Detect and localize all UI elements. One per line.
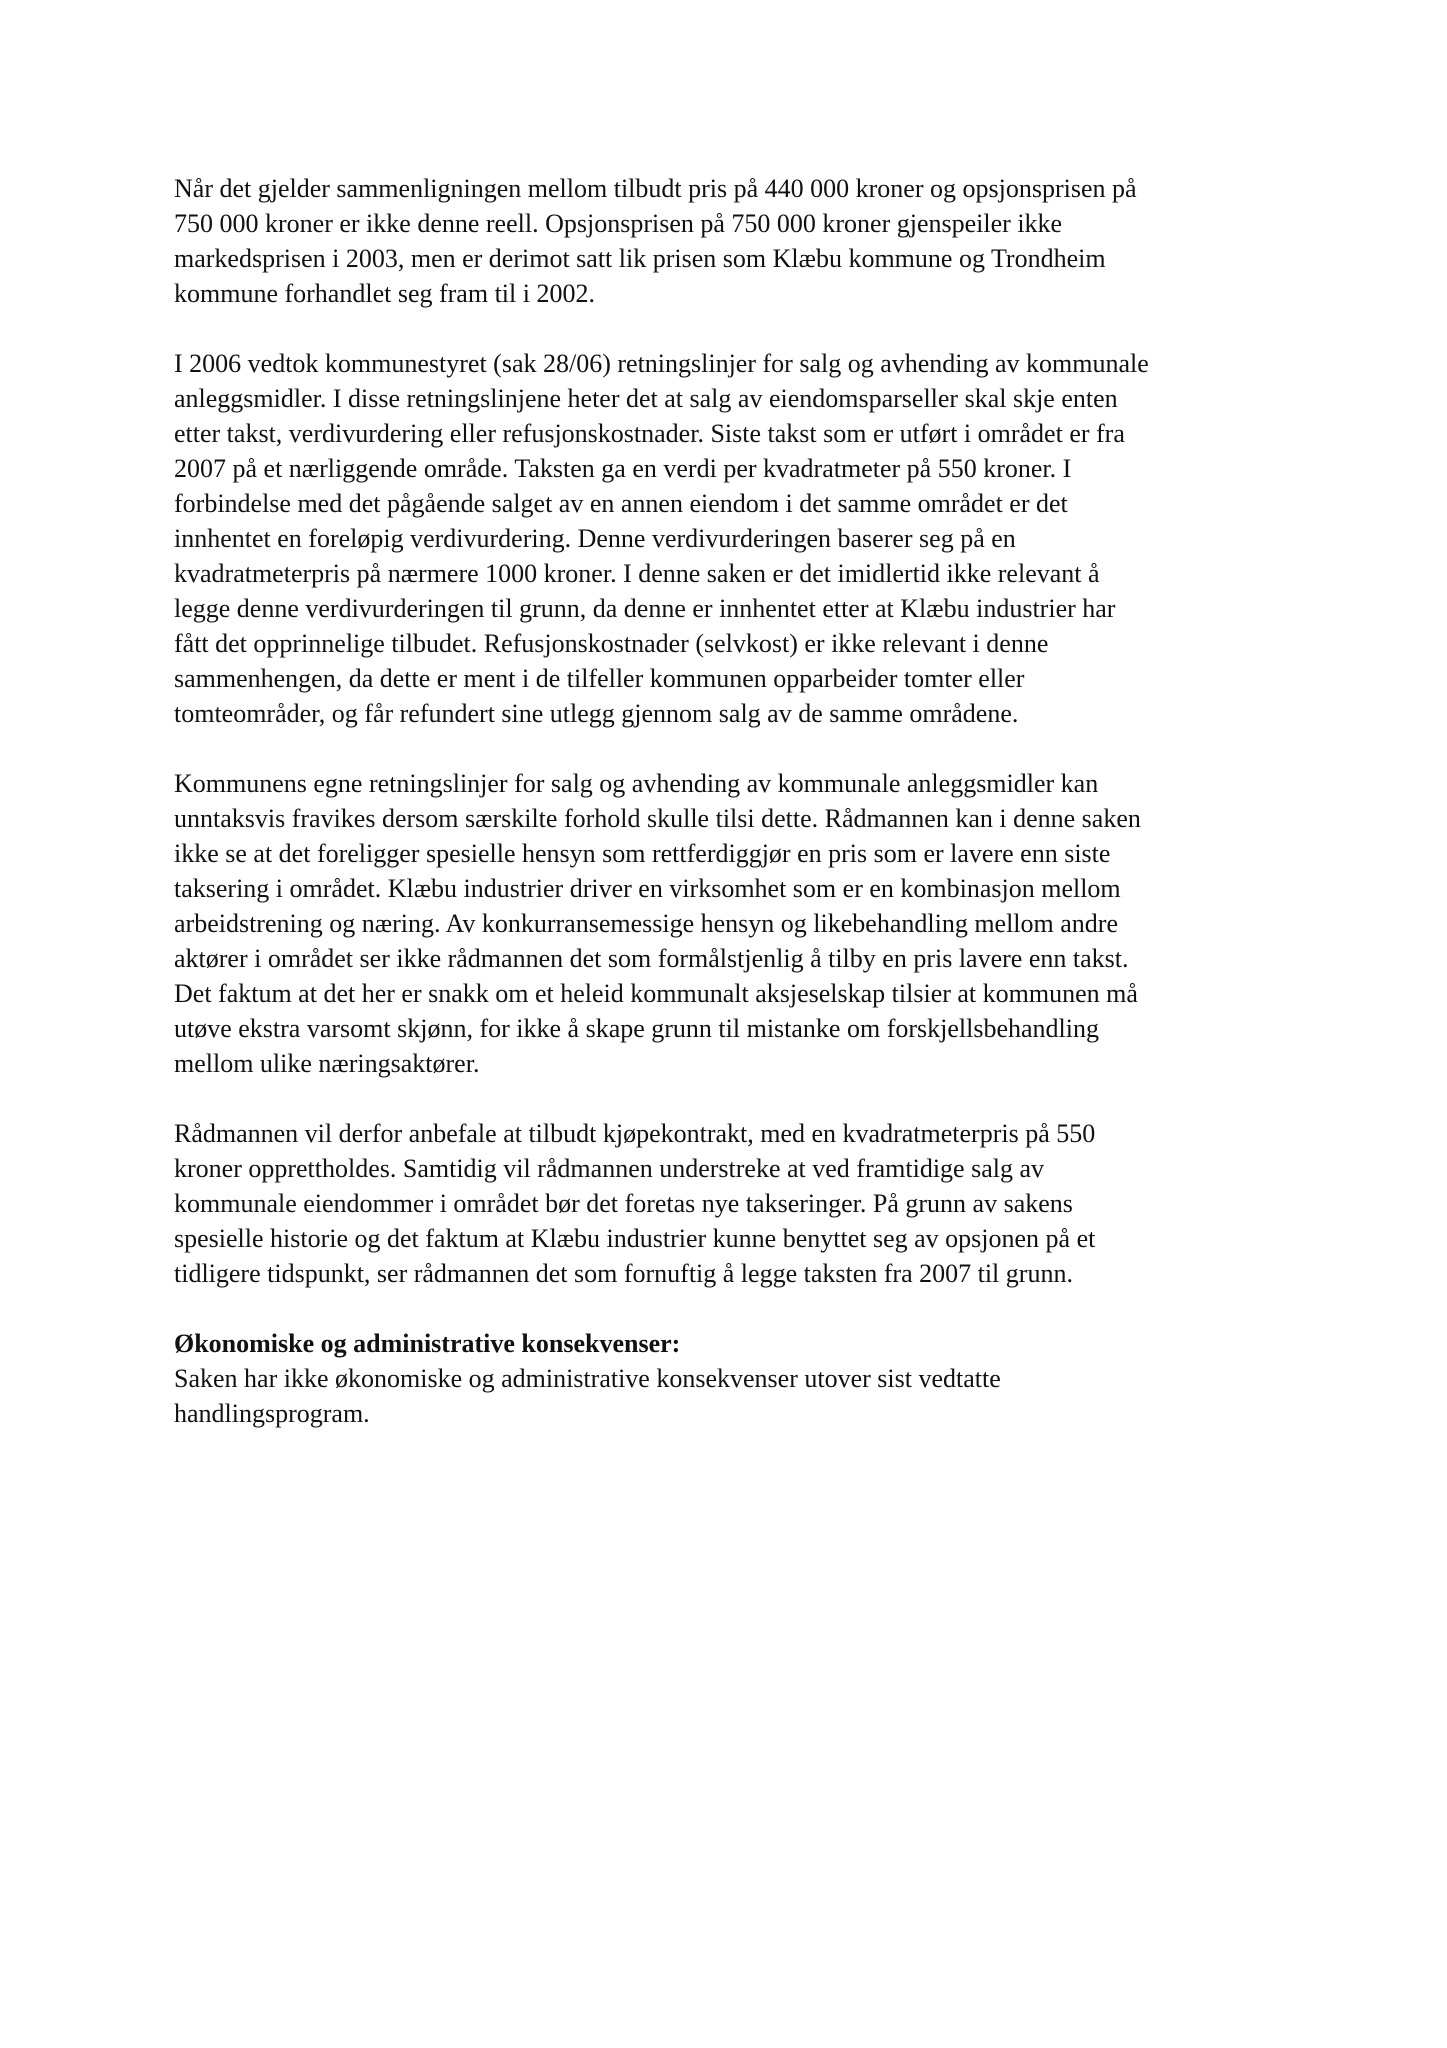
section-consequences <box>174 1326 1294 1431</box>
section-body <box>174 1361 1294 1431</box>
text-line: arbeidstrening og næring. Av konkurransemessige hensyn og likebehandling mellom andre <box>174 909 1118 938</box>
document-body <box>174 171 1294 1431</box>
paragraph-option-price <box>174 171 1294 311</box>
text-line: utøve ekstra varsomt skjønn, for ikke å skape grunn til mistanke om forskjellsbehandling <box>174 1014 1099 1043</box>
text-line: 750 000 kroner er ikke denne reell. Opsjonsprisen på 750 000 kroner gjenspeiler ikke <box>174 209 1063 238</box>
text-line: aktører i området ser ikke rådmannen det som formålstjenlig å tilby en pris lavere enn takst. <box>174 944 1129 973</box>
text-line: fått det opprinnelige tilbudet. Refusjonskostnader (selvkost) er ikke relevant i denne <box>174 629 1049 658</box>
section-heading: Økonomiske og administrative konsekvenser: <box>174 1329 681 1358</box>
text-line: taksering i området. Klæbu industrier driver en virksomhet som er en kombinasjon mellom <box>174 874 1121 903</box>
text-line: handlingsprogram. <box>174 1399 370 1428</box>
text-line: etter takst, verdivurdering eller refusjonskostnader. Siste takst som er utført i området er fra <box>174 419 1125 448</box>
paragraph-recommendation <box>174 1116 1294 1291</box>
text-line: kvadratmeterpris på nærmere 1000 kroner. I denne saken er det imidlertid ikke relevant å <box>174 559 1100 588</box>
text-line: anleggsmidler. I disse retningslinjene heter det at salg av eiendomsparseller skal skje enten <box>174 384 1118 413</box>
text-line: unntaksvis fravikes dersom særskilte forhold skulle tilsi dette. Rådmannen kan i denne saken <box>174 804 1141 833</box>
text-line: Rådmannen vil derfor anbefale at tilbudt kjøpekontrakt, med en kvadratmeterpris på 550 <box>174 1119 1096 1148</box>
paragraph-exceptions <box>174 766 1294 1081</box>
text-line: Kommunens egne retningslinjer for salg og avhending av kommunale anleggsmidler kan <box>174 769 1099 798</box>
text-line: ikke se at det foreligger spesielle hensyn som rettferdiggjør en pris som er lavere enn siste <box>174 839 1111 868</box>
text-line: kroner opprettholdes. Samtidig vil rådmannen understreke at ved framtidige salg av <box>174 1154 1045 1183</box>
text-line: 2007 på et nærliggende område. Taksten ga en verdi per kvadratmeter på 550 kroner. I <box>174 454 1072 483</box>
text-line: innhentet en foreløpig verdivurdering. Denne verdivurderingen baserer seg på en <box>174 524 1016 553</box>
text-line: spesielle historie og det faktum at Klæbu industrier kunne benyttet seg av opsjonen på et <box>174 1224 1096 1253</box>
text-line: kommunale eiendommer i området bør det foretas nye takseringer. På grunn av sakens <box>174 1189 1073 1218</box>
text-line: sammenhengen, da dette er ment i de tilfeller kommunen opparbeider tomter eller <box>174 664 1025 693</box>
text-line: tomteområder, og får refundert sine utlegg gjennom salg av de samme områdene. <box>174 699 1019 728</box>
text-line: markedsprisen i 2003, men er derimot satt lik prisen som Klæbu kommune og Trondheim <box>174 244 1106 273</box>
text-line: Saken har ikke økonomiske og administrative konsekvenser utover sist vedtatte <box>174 1364 1001 1393</box>
text-line: Det faktum at det her er snakk om et heleid kommunalt aksjeselskap tilsier at kommunen må <box>174 979 1138 1008</box>
paragraph-guidelines-2006 <box>174 346 1294 731</box>
text-line: mellom ulike næringsaktører. <box>174 1049 480 1078</box>
text-line: Når det gjelder sammenligningen mellom tilbudt pris på 440 000 kroner og opsjonsprisen på <box>174 174 1137 203</box>
text-line: tidligere tidspunkt, ser rådmannen det som fornuftig å legge taksten fra 2007 til grunn. <box>174 1259 1073 1288</box>
text-line: legge denne verdivurderingen til grunn, da denne er innhentet etter at Klæbu industrier har <box>174 594 1116 623</box>
text-line: kommune forhandlet seg fram til i 2002. <box>174 279 595 308</box>
text-line: forbindelse med det pågående salget av en annen eiendom i det samme området er det <box>174 489 1068 518</box>
text-line: I 2006 vedtok kommunestyret (sak 28/06) retningslinjer for salg og avhending av kommunale <box>174 349 1149 378</box>
